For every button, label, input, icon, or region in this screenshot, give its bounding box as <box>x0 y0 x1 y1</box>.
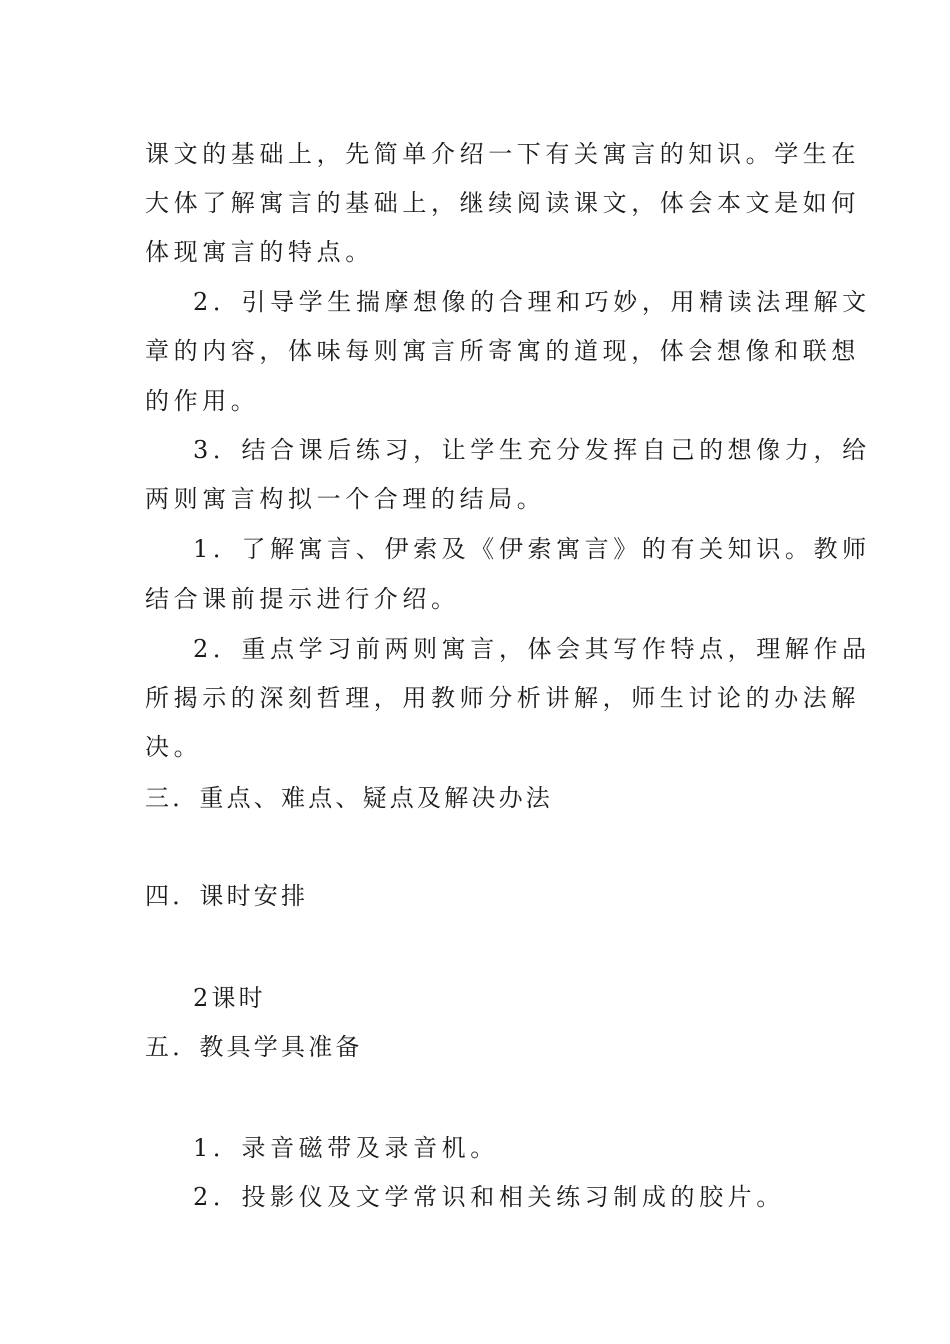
text-line: 结合课前提示进行介绍。 <box>145 585 460 613</box>
text-line: 所揭示的深刻哲理，用教师分析讲解，师生讨论的办法解 <box>145 684 860 712</box>
text-line: 2．引导学生揣摩想像的合理和巧妙，用精读法理解文 <box>193 288 871 316</box>
text-line: 的作用。 <box>145 387 260 415</box>
list-item: 2．投影仪及文学常识和相关练习制成的胶片。 <box>193 1183 785 1211</box>
section-heading: 三．重点、难点、疑点及解决办法 <box>145 784 553 812</box>
text-line: 两则寓言构拟一个合理的结局。 <box>145 485 546 513</box>
text-line: 课文的基础上，先简单介绍一下有关寓言的知识。学生在 <box>145 140 860 168</box>
section-heading: 五．教具学具准备 <box>145 1033 363 1061</box>
text-line: 体现寓言的特点。 <box>145 238 374 266</box>
text-line: 大体了解寓言的基础上，继续阅读课文，体会本文是如何 <box>145 189 860 217</box>
text-line: 章的内容，体味每则寓言所寄寓的道现，体会想像和联想 <box>145 337 860 365</box>
text-line: 3．结合课后练习，让学生充分发挥自己的想像力，给 <box>193 436 871 464</box>
list-item: 1．录音磁带及录音机。 <box>193 1134 499 1162</box>
text-line: 2．重点学习前两则寓言，体会其写作特点，理解作品 <box>193 635 871 663</box>
text-line: 决。 <box>145 733 203 761</box>
class-hours: 2课时 <box>193 984 266 1012</box>
text-line: 1．了解寓言、伊索及《伊索寓言》的有关知识。教师 <box>193 535 871 563</box>
section-heading: 四．课时安排 <box>145 882 309 910</box>
